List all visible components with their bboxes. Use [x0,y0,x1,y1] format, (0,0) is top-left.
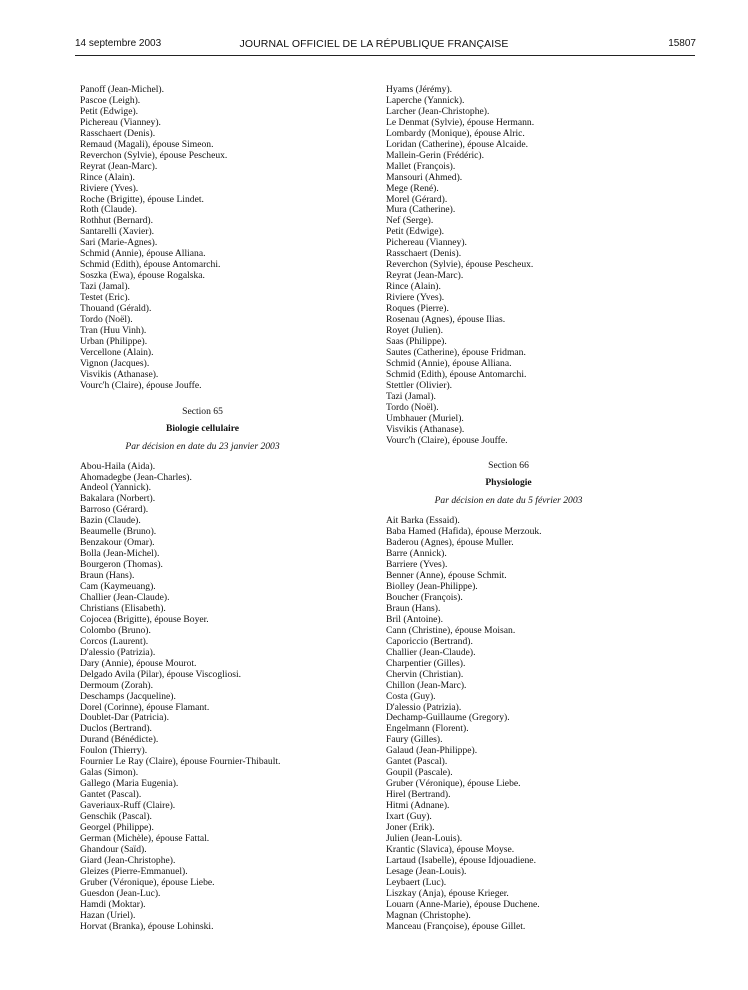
list-item: Doublet-Dar (Patricia). [80,713,169,724]
list-item: Nef (Serge). [386,216,434,227]
list-item: Testet (Eric). [80,293,130,304]
list-item: Baderou (Agnes), épouse Muller. [386,538,514,549]
list-item: Hitmi (Adnane). [386,801,450,812]
header-date: 14 septembre 2003 [75,38,162,49]
decision-line: Par décision en date du 23 janvier 2003 [125,440,280,452]
list-item: Durand (Bénédicte). [80,735,159,746]
list-item: Gallego (Maria Eugenia). [80,779,179,790]
list-item: Mege (René). [386,183,439,194]
list-item: Lartaud (Isabelle), épouse Idjouadiene. [386,855,536,866]
list-item: Schmid (Edith), épouse Antomarchi. [386,369,527,380]
list-item: Caporiccio (Bertrand). [386,636,473,647]
list-item: Chervin (Christian). [386,669,464,680]
list-item: Cam (Kaymeuang). [80,582,156,593]
list-item: Benner (Anne), épouse Schmit. [386,571,507,582]
list-item: Stettler (Olivier). [386,380,453,391]
header-title: JOURNAL OFFICIEL DE LA RÉPUBLIQUE FRANÇAISE [239,38,509,50]
list-item: Sari (Marie-Agnes). [80,238,158,249]
list-item: Challier (Jean-Claude). [80,592,170,603]
list-item: Biolley (Jean-Philippe). [386,582,478,593]
section-title: Biologie cellulaire [165,422,240,434]
list-item: Rasschaert (Denis). [386,249,462,260]
list-item: Goupil (Pascale). [386,768,453,779]
list-item: Charpentier (Gilles). [386,658,466,669]
list-item: Benzakour (Omar). [80,538,155,549]
list-item: Cann (Christine), épouse Moisan. [386,625,516,636]
list-item: Engelmann (Florent). [386,724,469,735]
list-item: Tordo (Noël). [80,315,133,326]
list-item: Cojocea (Brigitte), épouse Boyer. [80,614,209,625]
list-item: Sautes (Catherine), épouse Fridman. [386,347,526,358]
list-item: Le Denmat (Sylvie), épouse Hermann. [386,117,535,128]
list-item: Dermoum (Zorah). [80,680,153,691]
list-item: Vignon (Jacques). [80,358,150,369]
list-item: Deschamps (Jacqueline). [80,691,176,702]
list-item: Petit (Edwige). [80,106,139,117]
list-item: Braun (Hans). [386,603,441,614]
list-item: Magnan (Christophe). [386,910,471,921]
list-item: Costa (Guy). [386,691,436,702]
list-item: Duclos (Bertrand). [80,724,152,735]
list-item: Reyrat (Jean-Marc). [80,161,158,172]
list-item: Lombardy (Monique), épouse Alric. [386,128,525,139]
list-item: Lesage (Jean-Louis). [386,866,467,877]
list-item: D'alessio (Patrizia). [386,702,462,713]
list-item: Bolla (Jean-Michel). [80,549,160,560]
list-item: Dary (Annie), épouse Mourot. [80,658,197,669]
list-item: Tran (Huu Vinh). [80,325,147,336]
list-item: Mallet (François). [386,161,456,172]
name-list [80,462,325,933]
list-item: Foulon (Thierry). [80,746,148,757]
name-list [80,85,325,392]
list-item: Visvikis (Athanase). [80,369,159,380]
list-item: Riviere (Yves). [80,183,139,194]
list-item: Genschik (Pascal). [80,812,152,823]
list-item: Vourc'h (Claire), épouse Jouffe. [386,435,508,446]
list-item: Riviere (Yves). [386,293,445,304]
list-item: Hazan (Uriel). [80,910,136,921]
list-item: Liszkay (Anja), épouse Krieger. [386,888,509,899]
list-item: Galas (Simon). [80,768,139,779]
list-item: German (Michèle), épouse Fattal. [80,833,210,844]
list-item: Hyams (Jérémy). [386,85,453,95]
list-item: Ait Barka (Essaid). [386,516,460,527]
list-item: Gruber (Véronique), épouse Liebe. [386,779,521,790]
list-item: Remaud (Magali), épouse Simeon. [80,139,214,150]
name-list [386,85,631,446]
list-item: Pichereau (Vianney). [386,238,467,249]
list-item: Corcos (Laurent). [80,636,149,647]
list-item: Horvat (Branka), épouse Lohinski. [80,921,214,932]
list-item: Andeol (Yannick). [80,483,151,494]
list-item: Pichereau (Vianney). [80,117,161,128]
list-item: Bourgeron (Thomas). [80,560,163,571]
list-item: Rince (Alain). [386,282,441,293]
list-item: Barre (Annick). [386,549,447,560]
page-number: 15807 [668,38,696,49]
list-item: Vercellone (Alain). [80,347,154,358]
list-item: Beaumelle (Bruno). [80,527,157,538]
list-item: Christians (Elisabeth). [80,603,166,614]
list-item: Soszka (Ewa), épouse Rogalska. [80,271,205,282]
list-item: Roche (Brigitte), épouse Lindet. [80,194,204,205]
list-item: Ahomadegbe (Jean-Charles). [80,472,192,483]
list-item: Reverchon (Sylvie), épouse Pescheux. [80,150,228,161]
list-item: Dechamp-Guillaume (Gregory). [386,713,510,724]
list-item: Rasschaert (Denis). [80,128,156,139]
list-item: Umbhauer (Muriel). [386,413,464,424]
list-item: Rothhut (Bernard). [80,216,154,227]
list-item: Schmid (Annie), épouse Alliana. [386,358,512,369]
header-rule [75,55,695,56]
list-item: Thouand (Gérald). [80,304,152,315]
list-item: Mansouri (Ahmed). [386,172,463,183]
section-title: Physiologie [485,477,532,489]
list-item: Panoff (Jean-Michel). [80,85,165,95]
list-item: D'alessio (Patrizia). [80,647,156,658]
list-item: Galaud (Jean-Philippe). [386,746,478,757]
list-item: Loridan (Catherine), épouse Alcaide. [386,139,528,150]
list-item: Faury (Gilles). [386,735,443,746]
list-item: Larcher (Jean-Christophe). [386,106,490,117]
list-item: Dorel (Corinne), épouse Flamant. [80,702,210,713]
list-item: Rince (Alain). [80,172,135,183]
list-item: Pascoe (Leigh). [80,95,141,106]
list-item: Reyrat (Jean-Marc). [386,271,464,282]
list-item: Reverchon (Sylvie), épouse Pescheux. [386,260,534,271]
list-item: Colombo (Bruno). [80,625,151,636]
list-item: Barriere (Yves). [386,560,448,571]
list-item: Petit (Edwige). [386,227,445,238]
list-item: Bakalara (Norbert). [80,494,156,505]
list-item: Barroso (Gérard). [80,505,149,516]
list-item: Royet (Julien). [386,325,444,336]
list-item: Rosenau (Agnes), épouse Ilias. [386,315,506,326]
list-item: Gleizes (Pierre-Emmanuel). [80,866,188,877]
list-item: Gaveriaux-Ruff (Claire). [80,801,176,812]
list-item: Visvikis (Athanase). [386,424,465,435]
section-heading: Section 66 [488,460,529,472]
right-column [386,85,631,933]
list-item: Morel (Gérard). [386,194,448,205]
list-item: Guesdon (Jean-Luc). [80,888,161,899]
list-item: Schmid (Edith), épouse Antomarchi. [80,260,221,271]
list-item: Ixart (Guy). [386,812,432,823]
name-list [386,516,631,932]
list-item: Gruber (Véronique), épouse Liebe. [80,877,215,888]
list-item: Joner (Erik). [386,823,435,833]
list-item: Schmid (Annie), épouse Alliana. [80,249,206,260]
list-item: Laperche (Yannick). [386,95,465,106]
page-header [0,38,748,54]
left-column [80,85,325,933]
list-item: Santarelli (Xavier). [80,227,155,238]
list-item: Roques (Pierre). [386,304,449,315]
list-item: Gantet (Pascal). [386,757,448,768]
list-item: Mallein-Gerin (Frédéric). [386,150,485,161]
list-item: Gantet (Pascal). [80,790,142,801]
list-item: Bril (Antoine). [386,614,444,625]
list-item: Tazi (Jamal). [386,391,436,402]
list-item: Tordo (Noël). [386,402,439,413]
list-item: Mura (Catherine). [386,205,456,216]
list-item: Leybaert (Luc). [386,877,447,888]
list-item: Hirel (Bertrand). [386,790,451,801]
list-item: Delgado Avila (Pilar), épouse Viscogliosi. [80,669,242,680]
list-item: Abou-Haila (Aida). [80,461,156,472]
list-item: Ghandour (Saïd). [80,844,147,855]
list-item: Louarn (Anne-Marie), épouse Duchene. [386,899,540,910]
decision-line: Par décision en date du 5 février 2003 [434,495,583,507]
list-item: Braun (Hans). [80,571,135,582]
list-item: Challier (Jean-Claude). [386,647,476,658]
list-item: Tazi (Jamal). [80,282,130,293]
list-item: Saas (Philippe). [386,336,447,347]
list-item: Julien (Jean-Louis). [386,833,463,844]
list-item: Boucher (François). [386,592,463,603]
list-item: Giard (Jean-Christophe). [80,855,176,866]
list-item: Chillon (Jean-Marc). [386,680,467,691]
list-item: Georgel (Philippe). [80,823,154,833]
list-item: Hamdi (Moktar). [80,899,146,910]
list-item: Vourc'h (Claire), épouse Jouffe. [80,380,202,391]
section-heading: Section 65 [182,405,223,417]
list-item: Roth (Claude). [80,205,138,216]
list-item: Bazin (Claude). [80,516,141,527]
list-item: Baba Hamed (Hafida), épouse Merzouk. [386,527,542,538]
list-item: Manceau (Françoise), épouse Gillet. [386,921,526,932]
list-item: Krantic (Slavica), épouse Moyse. [386,844,515,855]
list-item: Urban (Philippe). [80,336,148,347]
list-item: Fournier Le Ray (Claire), épouse Fournier-Thibault. [80,757,281,768]
